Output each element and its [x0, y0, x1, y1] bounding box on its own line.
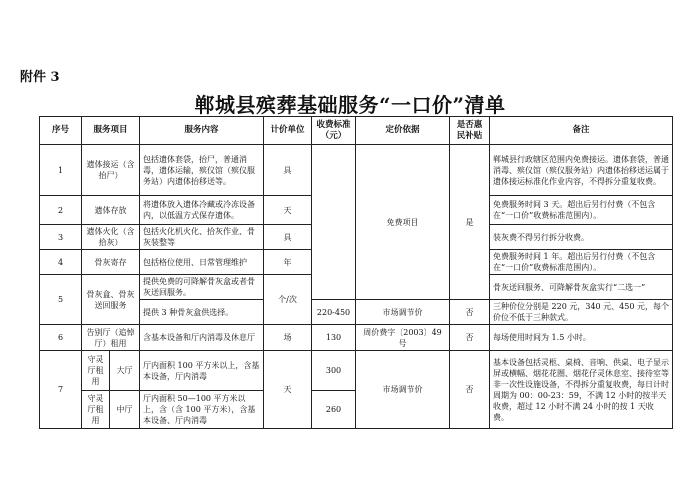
attachment-label: 附件 3: [20, 70, 60, 85]
row7-sub-a: 大厅: [110, 351, 140, 391]
row2-item: 遗体存放: [82, 196, 140, 225]
row6-fee: 130: [312, 325, 356, 351]
row2-remark: 免费服务时间 3 天。超出后另行付费（不包含在“一口价”收费标准范围内）。: [490, 196, 673, 225]
row1-remark: 郸城县行政辖区范围内免费接运。遗体套袋，普通消毒、殡仪馆（殡仪服务站）内遗体抬移送运属于遗体接运标准化作业内容，不得拆分重复收费。: [490, 145, 673, 196]
row6-basis: 周价费字〔2003〕49 号: [356, 325, 450, 351]
row7-sub-b: 中厅: [110, 391, 140, 429]
row1-unit: 具: [264, 145, 312, 196]
header-seq: 序号: [40, 117, 82, 145]
row5-item: 骨灰盒、骨灰送回服务: [82, 275, 140, 325]
row4-item: 骨灰寄存: [82, 250, 140, 275]
row3-unit: 具: [264, 225, 312, 250]
header-item: 服务项目: [82, 117, 140, 145]
row6-content: 含基本设备和厅内消毒及休息厅: [140, 325, 264, 351]
free-basis-cell: 免费项目: [356, 145, 450, 300]
row1-item: 遗体接运（含抬尸）: [82, 145, 140, 196]
header-benefit: 是否惠民补贴: [450, 117, 490, 145]
row6-remark: 每场使用时间为 1.5 小时。: [490, 325, 673, 351]
row7-seq: 7: [40, 351, 82, 429]
header-content: 服务内容: [140, 117, 264, 145]
row3-content: 包括火化机火化、拾灰作业、骨灰装整等: [140, 225, 264, 250]
table-header-row: [40, 117, 673, 145]
row5-remark-b: 三种价位分别是 220 元，340 元、450 元，每个价位不低于三种款式。: [490, 300, 673, 325]
row5-unit: 个/次: [264, 275, 312, 325]
row6-item: 告别厅（追悼厅）租用: [82, 325, 140, 351]
row3-remark: 装灰费不得另行拆分收费。: [490, 225, 673, 250]
row3-seq: 3: [40, 225, 82, 250]
row7-remark: 基本设备包括灵柩、桌椅、音响、供桌、电子显示屏或横幅、烟花花圈、烟花仔灵休息室、接待室等非一次性设施设备，不得拆分重复收费，每日计时周期为 00：00-23：59，不满 12 小时的按半天收费，超过 12 小时不满 24 小时的按 1 天收费。: [490, 351, 673, 429]
row2-content: 将遗体放入遗体冷藏或冷冻设备内，以低温方式保存遗体。: [140, 196, 264, 225]
row7-item-b: 守灵厅租用: [82, 391, 110, 429]
row4-content: 包括格位使用、日常管理维护: [140, 250, 264, 275]
free-fee-cell: [312, 145, 356, 300]
header-unit: 计价单位: [264, 117, 312, 145]
row7-benefit: 否: [450, 351, 490, 429]
row6-unit: 场: [264, 325, 312, 351]
row5-seq: 5: [40, 275, 82, 325]
row5-content-b: 提供 3 种骨灰盒供选择。: [140, 300, 264, 325]
row7-fee-b: 260: [312, 391, 356, 429]
row2-unit: 天: [264, 196, 312, 225]
row2-seq: 2: [40, 196, 82, 225]
row4-remark: 免费服务时间 1 年。超出后另行付费（不包含在“一口价”收费标准范围内）。: [490, 250, 673, 275]
page-title: 郸城县殡葬基础服务“一口价”清单: [194, 93, 506, 117]
row6-benefit: 否: [450, 325, 490, 351]
row5-benefit-b: 否: [450, 300, 490, 325]
row5-content-a: 提供免费的可降解骨灰盒或者骨灰送回服务。: [140, 275, 264, 300]
free-benefit-cell: 是: [450, 145, 490, 300]
row7-item-a: 守灵厅租用: [82, 351, 110, 391]
row3-item: 遗体火化（含拾灰）: [82, 225, 140, 250]
table-row: [40, 325, 673, 351]
row4-unit: 年: [264, 250, 312, 275]
row5-basis-b: 市场调节价: [356, 300, 450, 325]
header-remark: 备注: [490, 117, 673, 145]
table-row: [40, 145, 673, 196]
row7-basis: 市场调节价: [356, 351, 450, 429]
table-row: [40, 351, 673, 391]
service-price-table: [39, 116, 673, 429]
row7-unit: 天: [264, 351, 312, 429]
header-fee-standard: 收费标准（元）: [312, 117, 356, 145]
row5-remark-a: 骨灰送回服务、可降解骨灰盒实行“二选一”: [490, 275, 673, 300]
row4-seq: 4: [40, 250, 82, 275]
row1-content: 包括遗体套袋，抬尸，普通消毒，遗体运输，殡仪馆（殡仪服务站）内遗体抬移送等。: [140, 145, 264, 196]
row7-content-b: 厅内面积 50—100 平方米以上，含（含 100 平方米），含基本设备、厅内消毒: [140, 391, 264, 429]
row6-seq: 6: [40, 325, 82, 351]
row5-fee-b: 220-450: [312, 300, 356, 325]
header-basis: 定价依据: [356, 117, 450, 145]
row7-fee-a: 300: [312, 351, 356, 391]
row1-seq: 1: [40, 145, 82, 196]
row7-content-a: 厅内面积 100 平方米以上，含基本设备，厅内消毒: [140, 351, 264, 391]
